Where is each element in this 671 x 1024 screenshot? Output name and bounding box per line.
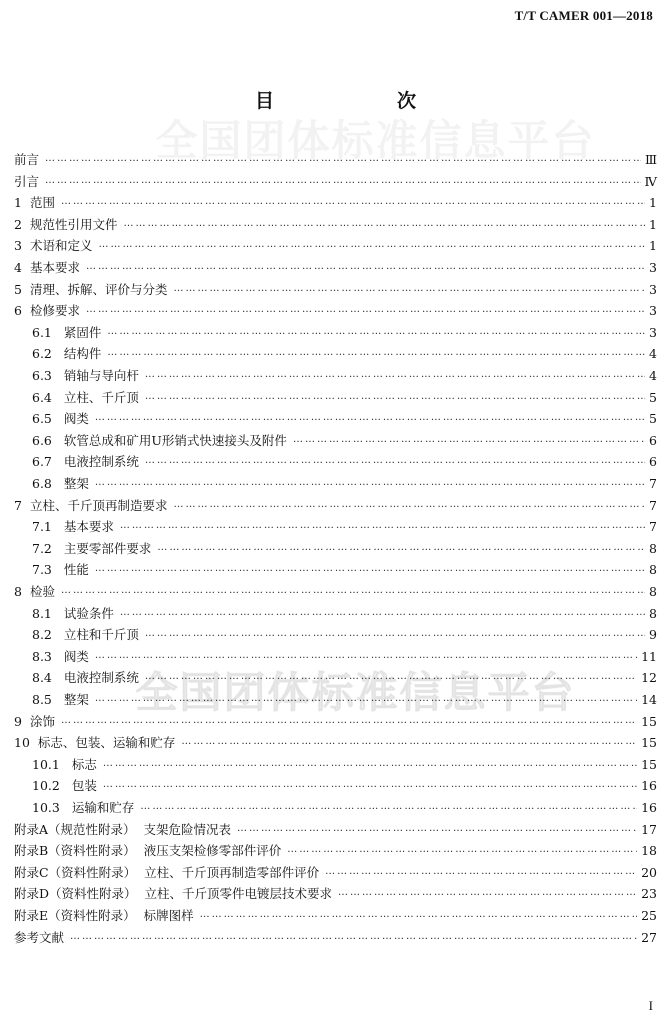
toc-entry-title: 立柱、千斤顶零件电镀层技术要求 — [144, 886, 333, 902]
toc-entry-title: 清理、拆解、评价与分类 — [29, 281, 168, 297]
toc-entry-page: 12 — [641, 670, 657, 686]
toc-entry[interactable] — [14, 150, 657, 170]
toc-entry-title: 标志、包装、运输和贮存 — [37, 735, 176, 751]
toc-dot-leader — [95, 560, 645, 580]
toc-entry-title: 阀类 — [63, 411, 89, 427]
toc-entry-page: 9 — [649, 627, 657, 643]
toc-entry-page: 4 — [649, 368, 657, 383]
toc-entry-number: 6.8 — [32, 476, 52, 491]
toc-entry-number: 8.3 — [32, 648, 52, 664]
toc-dot-leader — [145, 388, 645, 408]
toc-entry-title: 电液控制系统 — [63, 670, 139, 686]
toc-entry-page: 8 — [649, 562, 657, 578]
toc-entry-page: 11 — [641, 648, 657, 664]
toc-dot-leader — [107, 344, 645, 364]
toc-entry-title: 术语和定义 — [29, 238, 93, 254]
toc-entry-page: 1 — [649, 238, 657, 254]
toc-dot-leader — [95, 474, 645, 494]
toc-dot-leader — [123, 215, 645, 235]
toc-entry-title: 基本要求 — [29, 260, 80, 275]
toc-dot-leader — [145, 452, 645, 472]
toc-entry-number: 8 — [14, 584, 22, 599]
toc-entry[interactable] — [32, 431, 657, 451]
toc-entry-title: 参考文献 — [14, 929, 65, 945]
toc-dot-leader — [103, 776, 637, 796]
toc-entry-title: 紧固件 — [63, 324, 102, 340]
toc-entry-number: 6.5 — [32, 411, 52, 427]
toc-entry[interactable] — [32, 798, 657, 818]
toc-entry-page: 5 — [649, 411, 657, 427]
toc-dot-leader — [70, 928, 637, 948]
toc-entry[interactable] — [14, 301, 657, 321]
toc-entry-page: 3 — [649, 281, 657, 297]
toc-entry-page: 8 — [649, 605, 657, 621]
toc-entry-number: 10.2 — [32, 778, 60, 794]
page-title: 目 次 — [254, 90, 468, 112]
toc-dot-leader — [287, 841, 637, 861]
toc-entry-number: 6.4 — [32, 389, 52, 405]
toc-entry-page: 7 — [649, 497, 657, 513]
toc-dot-leader — [95, 690, 637, 710]
toc-entry-number: 7.3 — [32, 562, 52, 578]
page-number-footer: I — [648, 998, 653, 1013]
toc-dot-leader — [145, 366, 645, 386]
toc-entry-number: 10 — [14, 735, 30, 751]
toc-entry[interactable] — [32, 452, 657, 472]
toc-entry-page: 7 — [649, 519, 657, 535]
toc-dot-leader — [325, 863, 637, 883]
toc-entry-number: 8.5 — [32, 692, 52, 707]
toc-entry-title: 性能 — [63, 562, 89, 578]
toc-dot-leader — [173, 496, 645, 516]
toc-entry-title: 引言 — [14, 173, 40, 189]
toc-dot-leader — [120, 604, 645, 624]
toc-entry-page: 16 — [641, 800, 657, 815]
toc-entry[interactable] — [32, 604, 657, 624]
toc-entry-page: 4 — [649, 346, 657, 362]
toc-entry[interactable] — [14, 193, 657, 213]
toc-entry-title: 立柱、千斤顶 — [63, 389, 139, 405]
toc-entry-title: 电液控制系统 — [63, 454, 139, 470]
toc-entry[interactable] — [14, 863, 657, 883]
toc-dot-leader — [61, 712, 637, 732]
toc-entry-page: 5 — [649, 389, 657, 405]
toc-entry-title: 主要零部件要求 — [63, 540, 152, 556]
toc-entry-page: 8 — [649, 540, 657, 556]
toc-entry-number: 3 — [14, 238, 22, 254]
toc-entry[interactable] — [14, 582, 657, 602]
toc-entry-page: 27 — [641, 929, 657, 945]
toc-entry-number: 6 — [14, 303, 22, 319]
toc-entry-page: 16 — [641, 778, 657, 794]
toc-entry-page: 3 — [649, 324, 657, 340]
toc-entry-page: 1 — [649, 195, 657, 211]
toc-entry[interactable] — [32, 323, 657, 343]
toc-entry-title: 试验条件 — [63, 605, 114, 621]
toc-entry-title: 软管总成和矿用U形销式快速接头及附件 — [63, 432, 287, 448]
toc-entry[interactable] — [32, 668, 657, 688]
toc-entry-title: 运输和贮存 — [71, 800, 135, 815]
toc-entry-number: 10.1 — [32, 756, 60, 772]
toc-dot-leader — [95, 647, 637, 667]
toc-entry[interactable] — [32, 474, 657, 494]
toc-entry[interactable] — [14, 172, 657, 192]
toc-entry-number: 附录E（资料性附录） — [14, 908, 136, 923]
toc-entry-page: 3 — [649, 303, 657, 319]
toc-entry-number: 1 — [14, 195, 22, 211]
toc-entry[interactable] — [14, 928, 657, 948]
toc-dot-leader — [157, 539, 645, 559]
toc-entry-number: 9 — [14, 713, 22, 729]
watermark-middle: 全国团体标准信息平台 — [135, 668, 576, 717]
toc-dot-leader — [293, 431, 645, 451]
toc-entry-title: 前言 — [14, 152, 40, 167]
toc-entry-title: 检修要求 — [29, 303, 80, 319]
toc-entry-title: 立柱、千斤顶再制造要求 — [29, 497, 168, 513]
toc-entry-page: 15 — [641, 713, 657, 729]
toc-entry[interactable] — [14, 820, 657, 840]
toc-entry[interactable] — [32, 776, 657, 796]
toc-entry-page: 1 — [649, 216, 657, 232]
toc-entry-page: 6 — [649, 432, 657, 448]
toc-dot-leader — [338, 884, 637, 904]
toc-entry[interactable] — [14, 906, 657, 926]
toc-entry[interactable] — [32, 647, 657, 667]
toc-entry-title: 范围 — [29, 195, 55, 211]
toc-entry-title: 整架 — [63, 692, 89, 707]
toc-entry-number: 4 — [14, 260, 22, 275]
toc-entry-title: 阀类 — [63, 648, 89, 664]
toc-entry-title: 基本要求 — [63, 519, 114, 535]
toc-entry[interactable] — [32, 755, 657, 775]
toc-entry-page: 6 — [649, 454, 657, 470]
toc-dot-leader — [86, 301, 645, 321]
toc-entry[interactable] — [14, 841, 657, 861]
toc-entry-number: 8.2 — [32, 627, 52, 643]
toc-entry-number: 10.3 — [32, 800, 60, 815]
toc-entry-title: 结构件 — [63, 346, 102, 362]
toc-entry-page: 25 — [641, 908, 657, 923]
toc-entry-number: 8.4 — [32, 670, 52, 686]
toc-entry-title: 包装 — [71, 778, 97, 794]
toc-dot-leader — [98, 236, 645, 256]
toc-entry[interactable] — [14, 236, 657, 256]
toc-dot-leader — [95, 409, 645, 429]
toc-dot-leader — [173, 280, 645, 300]
toc-dot-leader — [120, 517, 645, 537]
toc-dot-leader — [145, 668, 637, 688]
toc-entry-number: 7.2 — [32, 540, 52, 556]
document-code-header: T/T CAMER 001—2018 — [514, 8, 653, 23]
toc-entry[interactable] — [32, 517, 657, 537]
toc-dot-leader — [45, 150, 641, 170]
toc-entry-number: 5 — [14, 281, 22, 297]
toc-entry-title: 涂饰 — [29, 713, 55, 729]
toc-entry-title: 规范性引用文件 — [29, 216, 118, 232]
toc-entry-page: 3 — [649, 260, 657, 275]
toc-dot-leader — [45, 172, 640, 192]
toc-entry-number: 6.7 — [32, 454, 52, 470]
toc-entry-page: 15 — [641, 756, 657, 772]
toc-entry-title: 立柱、千斤顶再制造零部件评价 — [144, 864, 320, 880]
toc-entry-page: Ⅲ — [644, 152, 657, 167]
toc-entry-title: 支架危险情况表 — [143, 821, 232, 837]
toc-entry-number: 6.2 — [32, 346, 52, 362]
toc-dot-leader — [237, 820, 637, 840]
toc-entry-number: 8.1 — [32, 605, 52, 621]
toc-entry-page: 20 — [641, 864, 657, 880]
toc-entry[interactable] — [14, 280, 657, 300]
toc-entry-number: 附录C（资料性附录） — [14, 864, 137, 880]
toc-entry-page: 23 — [641, 886, 657, 902]
toc-entry-page: 8 — [649, 584, 657, 599]
toc-dot-leader — [86, 258, 645, 278]
toc-dot-leader — [107, 323, 645, 343]
toc-entry-number: 附录A（规范性附录） — [14, 821, 136, 837]
toc-entry-title: 液压支架检修零部件评价 — [143, 843, 282, 859]
toc-entry[interactable] — [14, 258, 657, 278]
toc-entry-number: 附录B（资料性附录） — [14, 843, 136, 859]
toc-entry[interactable] — [32, 625, 657, 645]
toc-entry-title: 标志 — [71, 756, 97, 772]
toc-entry-number: 附录D（资料性附录） — [14, 886, 137, 902]
toc-entry[interactable] — [32, 409, 657, 429]
toc-entry-number: 7 — [14, 497, 22, 513]
toc-dot-leader — [181, 733, 637, 753]
toc-entry[interactable] — [14, 712, 657, 732]
toc-entry-title: 整架 — [63, 476, 89, 491]
toc-entry-number: 6.1 — [32, 324, 52, 340]
toc-entry[interactable] — [14, 733, 657, 753]
toc-entry-page: 15 — [641, 735, 657, 751]
watermark-top: 全国团体标准信息平台 — [155, 116, 596, 165]
toc-dot-leader — [103, 755, 637, 775]
toc-entry-title: 销轴与导向杆 — [63, 368, 139, 383]
toc-entry-page: Ⅳ — [644, 173, 657, 189]
toc-entry-page: 7 — [649, 476, 657, 491]
toc-entry-title: 检验 — [29, 584, 55, 599]
toc-entry-number: 2 — [14, 216, 22, 232]
toc-entry[interactable] — [32, 560, 657, 580]
toc-entry-number: 6.3 — [32, 368, 52, 383]
toc-entry[interactable] — [32, 539, 657, 559]
toc-dot-leader — [61, 193, 645, 213]
toc-entry[interactable] — [32, 366, 657, 386]
toc-entry[interactable] — [14, 215, 657, 235]
toc-entry-number: 7.1 — [32, 519, 52, 535]
toc-dot-leader — [200, 906, 637, 926]
toc-entry-title: 标牌图样 — [143, 908, 194, 923]
toc-dot-leader — [140, 798, 637, 818]
toc-entry-page: 17 — [641, 821, 657, 837]
toc-entry-page: 18 — [641, 843, 657, 859]
toc-entry[interactable] — [32, 344, 657, 364]
toc-entry[interactable] — [14, 496, 657, 516]
toc-entry-title: 立柱和千斤顶 — [63, 627, 139, 643]
toc-entry-number: 6.6 — [32, 432, 52, 448]
toc-entry-page: 14 — [641, 692, 657, 707]
toc-dot-leader — [61, 582, 645, 602]
toc-entry[interactable] — [32, 388, 657, 408]
toc-entry[interactable] — [32, 690, 657, 710]
toc-entry[interactable] — [14, 884, 657, 904]
toc-dot-leader — [145, 625, 645, 645]
